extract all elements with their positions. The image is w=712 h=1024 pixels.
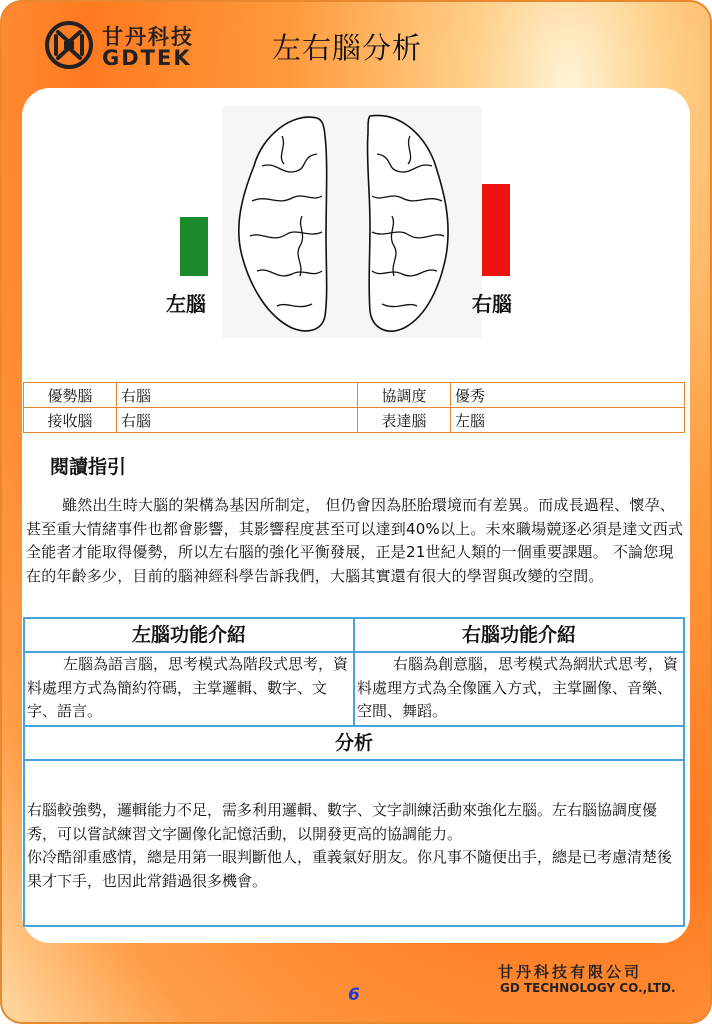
left-brain-bar <box>180 217 208 276</box>
table-cell: 接收腦 <box>24 408 117 433</box>
table-cell: 右腦 <box>117 408 358 433</box>
table-cell: 右腦 <box>117 383 358 408</box>
left-brain-label: 左腦 <box>166 292 206 316</box>
brand-name-cn: 甘丹科技 <box>102 25 194 49</box>
analysis-line-1: 右腦較強勢，邏輯能力不足，需多利用邏輯、數字、文字訓練活動來強化左腦。左右腦協調度優秀，可以嘗試練習文字圖像化記憶活動，以開發更高的協調能力。 <box>27 801 658 843</box>
reading-guide-heading: 閱讀指引 <box>50 456 127 478</box>
divider <box>25 759 683 761</box>
analysis-line-2: 你冷酷卻重感情，總是用第一眼判斷他人，重義氣好朋友。你凡事不隨便出手，總是已考慮清楚後果才下手，也因此常錯過很多機會。 <box>27 848 673 890</box>
company-name-en: GD TECHNOLOGY CO.,LTD. <box>500 981 676 995</box>
gdtek-logo-icon <box>44 20 94 70</box>
function-table <box>23 617 685 927</box>
company-name-cn: 甘丹科技有限公司 <box>498 963 643 981</box>
table-row <box>24 383 685 408</box>
page-title: 左右腦分析 <box>272 31 423 65</box>
reading-guide-text: 雖然出生時大腦的架構為基因所制定， 但仍會因為胚胎環境而有差異。而成長過程、懷孕、甚至重大情緒事件也都會影響，其影響程度甚至可以達到40%以上。未來職場競逐必須是達文西式全能者才能取得優勢，所以左右腦的強化平衡發展，正是21世紀人類的一個重要課題。 不論您現在的年齡多少，目前的腦神經科學告訴我們，大腦其實還有很大的學習與改變的空間。 <box>26 496 684 585</box>
table-cell: 優勢腦 <box>24 383 117 408</box>
right-brain-bar <box>482 184 510 276</box>
right-function-title: 右腦功能介紹 <box>461 624 576 646</box>
right-brain-label: 右腦 <box>472 292 512 316</box>
analysis-heading: 分析 <box>334 732 373 754</box>
divider <box>353 619 355 725</box>
left-function-title: 左腦功能介紹 <box>131 624 246 646</box>
left-function-text: 左腦為語言腦，思考模式為階段式思考，資料處理方式為簡約符碼，主掌邏輯、數字、文字、語言。 <box>27 655 349 720</box>
table-cell: 優秀 <box>451 383 685 408</box>
brain-info-table <box>23 382 685 433</box>
right-function-text: 右腦為創意腦，思考模式為網狀式思考，資料處理方式為全像匯入方式，主掌圖像、音樂、空間、舞蹈。 <box>357 655 679 720</box>
analysis-text <box>27 799 679 893</box>
table-cell: 協調度 <box>358 383 451 408</box>
table-cell: 左腦 <box>451 408 685 433</box>
page-number: 6 <box>348 985 360 1005</box>
brand-name-en: GDTEK <box>102 46 192 70</box>
table-cell: 表達腦 <box>358 408 451 433</box>
brain-illustration <box>222 106 482 338</box>
table-row <box>24 408 685 433</box>
